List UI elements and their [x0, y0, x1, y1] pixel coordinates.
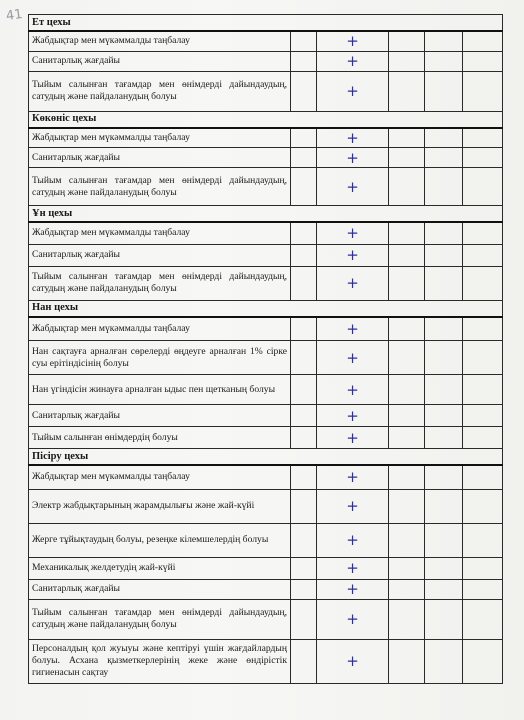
requirement-text: Санитарлық жағдайы [29, 148, 291, 168]
section-header-row [29, 111, 503, 128]
check-mark: + [317, 427, 389, 449]
inspection-checklist-table [28, 14, 503, 684]
checklist-row [29, 341, 503, 375]
requirement-text: Санитарлық жағдайы [29, 244, 291, 266]
requirement-text: Тыйым салынған тағамдар мен өнімдерді дайындаудың, сатудың және пайдаланудың болуы [29, 266, 291, 300]
checklist-row [29, 244, 503, 266]
check-mark: + [317, 148, 389, 168]
checklist-row [29, 557, 503, 579]
requirement-text: Персоналдың қол жуыуы және кептіруі үшін жағдайлардың болуы. Асхана қызметкерлерінің жеке және өндірістік гигиенасын сақтау [29, 639, 291, 683]
requirement-text: Жерге тұйықтаудың болуы, резеңке кілемшелердің болуы [29, 523, 291, 557]
check-mark: + [317, 317, 389, 341]
requirement-text: Санитарлық жағдайы [29, 579, 291, 599]
requirement-text: Жабдықтар мен мүкәммалды таңбалау [29, 222, 291, 244]
check-mark: + [317, 489, 389, 523]
section-header-row [29, 15, 503, 32]
checklist-row [29, 317, 503, 341]
checklist-row [29, 579, 503, 599]
check-mark: + [317, 31, 389, 51]
check-mark: + [317, 266, 389, 300]
checklist-row [29, 489, 503, 523]
section-title: Нан цехы [29, 300, 503, 317]
section-header-row [29, 300, 503, 317]
checklist-row [29, 266, 503, 300]
check-mark: + [317, 244, 389, 266]
checklist-row [29, 427, 503, 449]
section-title: Ет цехы [29, 15, 503, 32]
requirement-text: Жабдықтар мен мүкәммалды таңбалау [29, 31, 291, 51]
requirement-text: Жабдықтар мен мүкәммалды таңбалау [29, 465, 291, 489]
check-mark: + [317, 71, 389, 111]
check-mark: + [317, 168, 389, 206]
checklist-row [29, 222, 503, 244]
checklist-row [29, 148, 503, 168]
check-mark: + [317, 579, 389, 599]
check-mark: + [317, 51, 389, 71]
section-title: Ұн цехы [29, 206, 503, 223]
requirement-text: Жабдықтар мен мүкәммалды таңбалау [29, 317, 291, 341]
checklist-row [29, 51, 503, 71]
section-title: Көкөніс цехы [29, 111, 503, 128]
requirement-text: Санитарлық жағдайы [29, 51, 291, 71]
check-mark: + [317, 222, 389, 244]
requirement-text: Тыйым салынған тағамдар мен өнімдерді дайындаудың, сатудың және пайдаланудың болуы [29, 71, 291, 111]
check-mark: + [317, 639, 389, 683]
checklist-row [29, 523, 503, 557]
requirement-text: Жабдықтар мен мүкәммалды таңбалау [29, 128, 291, 148]
checklist-row [29, 405, 503, 427]
check-mark: + [317, 128, 389, 148]
requirement-text: Электр жабдықтарының жарамдылығы және жай-күйі [29, 489, 291, 523]
checklist-row [29, 168, 503, 206]
check-mark: + [317, 557, 389, 579]
requirement-text: Механикалық желдетудің жай-күйі [29, 557, 291, 579]
page-number: 41 [5, 6, 24, 25]
section-header-row [29, 206, 503, 223]
checklist-row [29, 128, 503, 148]
check-mark: + [317, 341, 389, 375]
checklist-row [29, 71, 503, 111]
checklist-row [29, 465, 503, 489]
requirement-text: Санитарлық жағдайы [29, 405, 291, 427]
check-mark: + [317, 405, 389, 427]
requirement-text: Тыйым салынған тағамдар мен өнімдерді дайындаудың, сатудың және пайдаланудың болуы [29, 168, 291, 206]
requirement-text: Тыйым салынған өнімдердің болуы [29, 427, 291, 449]
requirement-text: Нан үгіндісін жинауға арналған ыдыс пен щетканың болуы [29, 375, 291, 405]
requirement-text: Тыйым салынған тағамдар мен өнімдерді дайындаудың, сатудың және пайдаланудың болуы [29, 599, 291, 639]
check-mark: + [317, 465, 389, 489]
section-title: Пісіру цехы [29, 449, 503, 466]
check-mark: + [317, 523, 389, 557]
checklist-row [29, 639, 503, 683]
check-mark: + [317, 375, 389, 405]
section-header-row [29, 449, 503, 466]
check-mark: + [317, 599, 389, 639]
requirement-text: Нан сақтауға арналған сөрелерді өңдеуге арналған 1% сірке суы ерітіндісінің болуы [29, 341, 291, 375]
checklist-row [29, 31, 503, 51]
checklist-row [29, 599, 503, 639]
checklist-row [29, 375, 503, 405]
